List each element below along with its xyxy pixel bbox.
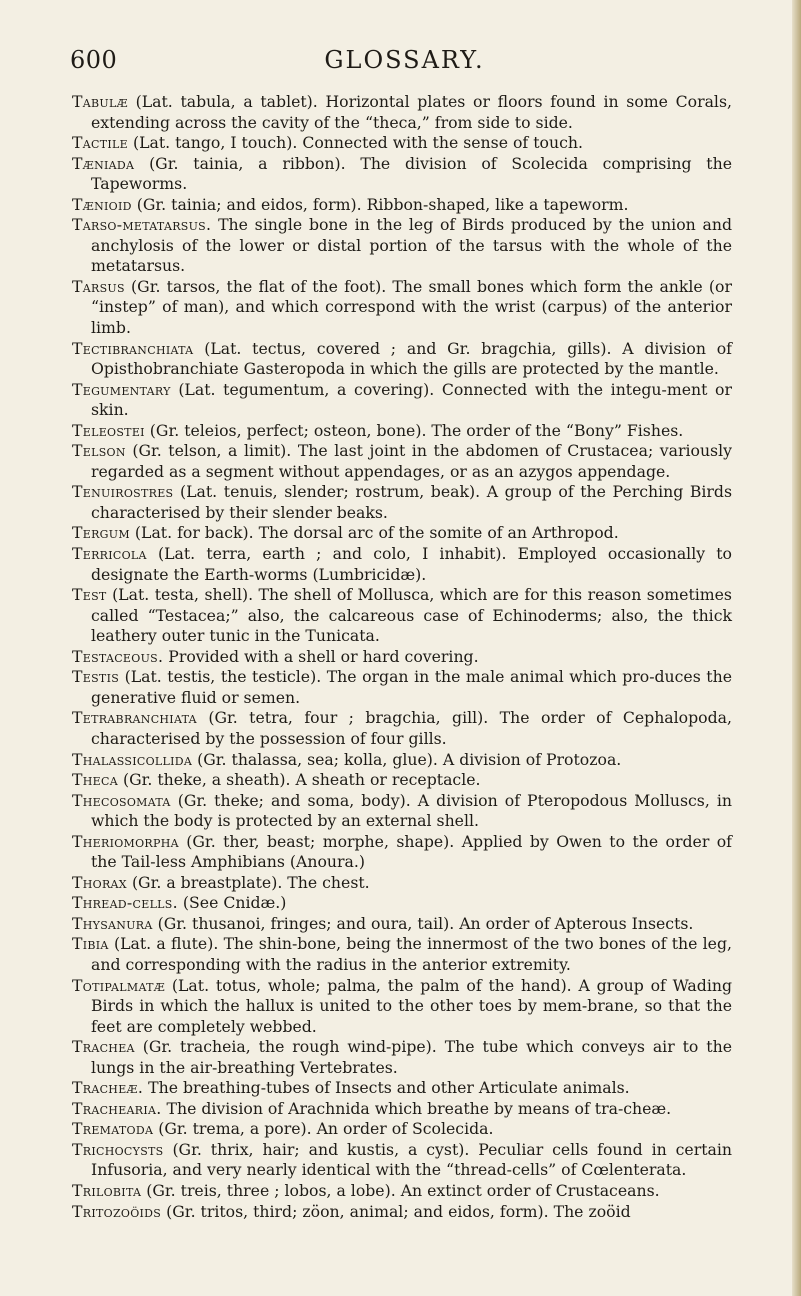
glossary-entry — [72, 482, 732, 523]
entry-headword: Tracheæ. — [72, 1078, 144, 1098]
entry-headword: Tectibranchiata — [72, 338, 194, 358]
entry-headword: Tritozoöids — [72, 1201, 162, 1221]
entry-headword: Tactile — [72, 133, 128, 153]
glossary-entry — [72, 1202, 732, 1223]
glossary-entry — [72, 523, 732, 544]
entry-headword: Tæniada — [72, 153, 135, 173]
entry-definition: (Gr. trema, a pore). An order of Scolecida. — [158, 1119, 494, 1139]
entry-definition: (Gr. a breastplate). The chest. — [131, 872, 370, 892]
page-edge — [792, 0, 801, 1296]
glossary-entry — [72, 750, 732, 771]
glossary-entry — [72, 339, 732, 380]
entry-definition: (Lat. tenuis, slender; rostrum, beak). A group of the Perching Birds characterised by their slender beaks. — [91, 482, 732, 522]
glossary-entries — [72, 92, 732, 1222]
glossary-entry — [72, 154, 732, 195]
entry-headword: Tibia — [72, 934, 109, 954]
glossary-entry — [72, 585, 732, 647]
entry-headword: Theca — [72, 770, 118, 790]
glossary-entry — [72, 1078, 732, 1099]
glossary-entry — [72, 832, 732, 873]
entry-definition: The division of Arachnida which breathe by means of tra-cheæ. — [166, 1098, 672, 1118]
entry-definition: (Gr. tainia, a ribbon). The division of Scolecida comprising the Tapeworms. — [91, 153, 732, 194]
entry-headword: Tabulæ — [72, 92, 128, 111]
entry-definition: (Gr. tracheia, the rough wind-pipe). The tube which conveys air to the lungs in the air-breathing Vertebrates. — [91, 1037, 732, 1077]
entry-headword: Tarsus — [72, 276, 125, 296]
entry-definition: (Gr. ther, beast; morphe, shape). Applied by Owen to the order of the Tail-less Amphibians (Anoura.) — [91, 831, 732, 872]
entry-definition: (Gr. thrix, hair; and kustis, a cyst). Peculiar cells found in certain Infusoria, and very nearly identical with the “thread-cells” of Cœlenterata. — [91, 1139, 732, 1180]
entry-headword: Tergum — [72, 523, 130, 543]
entry-definition: (Lat. tango, I touch). Connected with the sense of touch. — [132, 133, 583, 153]
entry-definition: (Lat. tegumentum, a covering). Connected with the integu-ment or skin. — [91, 379, 732, 420]
running-head: GLOSSARY. — [324, 46, 485, 74]
entry-definition: The single bone in the leg of Birds produced by the union and anchylosis of the lower or distal portion of the tarsus with the whole of the metatarsus. — [91, 215, 732, 276]
entry-definition: (Lat. tabula, a tablet). Horizontal plates or floors found in some Corals, extending across the cavity of the “theca,” from side to side. — [91, 92, 732, 132]
entry-headword: Tegumentary — [72, 379, 171, 399]
glossary-entry — [72, 1181, 732, 1202]
glossary-entry — [72, 708, 732, 749]
entry-definition: (Gr. treis, three ; lobos, a lobe). An extinct order of Crustaceans. — [146, 1180, 660, 1200]
glossary-entry — [72, 421, 732, 442]
entry-definition: The breathing-tubes of Insects and other Articulate animals. — [148, 1078, 630, 1098]
entry-definition: (Lat. tectus, covered ; and Gr. bragchia, gills). A division of Opisthobranchiate Gasteropoda in which the gills are protected by the mantle. — [91, 338, 732, 379]
entry-definition: (Gr. teleios, perfect; osteon, bone). The order of the “Bony” Fishes. — [149, 420, 684, 440]
entry-definition: (Lat. testis, the testicle). The organ in the male animal which pro-duces the generative fluid or semen. — [91, 667, 732, 707]
entry-definition: (Gr. tainia; and eidos, form). Ribbon-shaped, like a tapeworm. — [136, 194, 629, 214]
glossary-entry — [72, 667, 732, 708]
entry-definition: (Lat. terra, earth ; and colo, I inhabit). Employed occasionally to designate the Earth-worms (Lumbricidæ). — [91, 544, 732, 584]
entry-headword: Test — [72, 585, 107, 605]
glossary-entry — [72, 914, 732, 935]
entry-headword: Thalassicollida — [72, 749, 193, 769]
entry-definition: Provided with a shell or hard covering. — [168, 646, 479, 666]
entry-definition: (Gr. thalassa, sea; kolla, glue). A division of Protozoa. — [197, 749, 622, 769]
entry-headword: Theriomorpha — [72, 831, 179, 851]
entry-headword: Teleostei — [72, 420, 145, 440]
entry-headword: Trilobita — [72, 1180, 142, 1200]
entry-headword: Testaceous. — [72, 646, 164, 666]
glossary-entry — [72, 791, 732, 832]
entry-headword: Trachea — [72, 1037, 135, 1057]
glossary-entry — [72, 277, 732, 339]
entry-headword: Trichocysts — [72, 1139, 164, 1159]
glossary-entry — [72, 1099, 732, 1120]
glossary-entry — [72, 544, 732, 585]
glossary-entry — [72, 1037, 732, 1078]
entry-headword: Thecosomata — [72, 790, 171, 810]
entry-definition: (Gr. telson, a limit). The last joint in the abdomen of Crustacea; variously regarded as a segment without appendages, or as an azygos appendage. — [91, 441, 732, 481]
entry-headword: Testis — [72, 667, 120, 687]
entry-definition: (Gr. tetra, four ; bragchia, gill). The order of Cephalopoda, characterised by the possession of four gills. — [91, 708, 732, 748]
entry-definition: (Lat. totus, whole; palma, the palm of the hand). A group of Wading Birds in which the hallux is united to the other toes by mem-brane, so that the feet are completely webbed. — [91, 975, 732, 1036]
glossary-entry — [72, 133, 732, 154]
entry-headword: Trachearia. — [72, 1098, 162, 1118]
entry-headword: Tetrabranchiata — [72, 708, 197, 728]
glossary-entry — [72, 195, 732, 216]
glossary-entry — [72, 215, 732, 277]
entry-definition: (Gr. theke; and soma, body). A division of Pteropodous Molluscs, in which the body is protected by an external shell. — [91, 790, 732, 831]
entry-headword: Tenuirostres — [72, 482, 174, 502]
glossary-entry — [72, 873, 732, 894]
entry-headword: Thorax — [72, 872, 127, 892]
entry-headword: Telson — [72, 441, 126, 461]
entry-headword: Tarso-metatarsus. — [72, 215, 212, 235]
glossary-entry — [72, 441, 732, 482]
page-number: 600 — [70, 46, 118, 74]
entry-headword: Tænioid — [72, 194, 132, 214]
glossary-entry — [72, 92, 732, 133]
entry-headword: Thysanura — [72, 913, 153, 933]
entry-definition: (Gr. tritos, third; zöon, animal; and eidos, form). The zoöid — [166, 1201, 631, 1221]
entry-headword: Trematoda — [72, 1119, 154, 1139]
entry-headword: Terricola — [72, 544, 147, 564]
entry-headword: Thread-cells. — [72, 893, 178, 913]
glossary-entry — [72, 934, 732, 975]
glossary-entry — [72, 1119, 732, 1140]
entry-definition: (Lat. a flute). The shin-bone, being the innermost of the two bones of the leg, and corresponding with the radius in the anterior extremity. — [91, 934, 732, 974]
entry-definition: (Gr. theke, a sheath). A sheath or receptacle. — [122, 770, 481, 790]
entry-definition: (Lat. testa, shell). The shell of Mollusca, which are for this reason sometimes called “Testacea;” also, the calcareous case of Echinoderms; also, the thick leathery outer tunic in the Tunicata. — [91, 585, 732, 646]
glossary-entry — [72, 647, 732, 668]
glossary-entry — [72, 1140, 732, 1181]
glossary-entry — [72, 770, 732, 791]
glossary-entry — [72, 976, 732, 1038]
entry-definition: (Lat. for back). The dorsal arc of the somite of an Arthropod. — [134, 523, 619, 543]
glossary-entry — [72, 893, 732, 914]
glossary-entry — [72, 380, 732, 421]
entry-headword: Totipalmatæ — [72, 975, 166, 995]
page-header — [70, 46, 739, 76]
entry-definition: (See Cnidæ.) — [182, 893, 287, 913]
entry-definition: (Gr. thusanoi, fringes; and oura, tail). An order of Apterous Insects. — [157, 913, 694, 933]
entry-definition: (Gr. tarsos, the flat of the foot). The small bones which form the ankle (or “instep” of man), and which correspond with the wrist (carpus) of the anterior limb. — [91, 276, 732, 338]
